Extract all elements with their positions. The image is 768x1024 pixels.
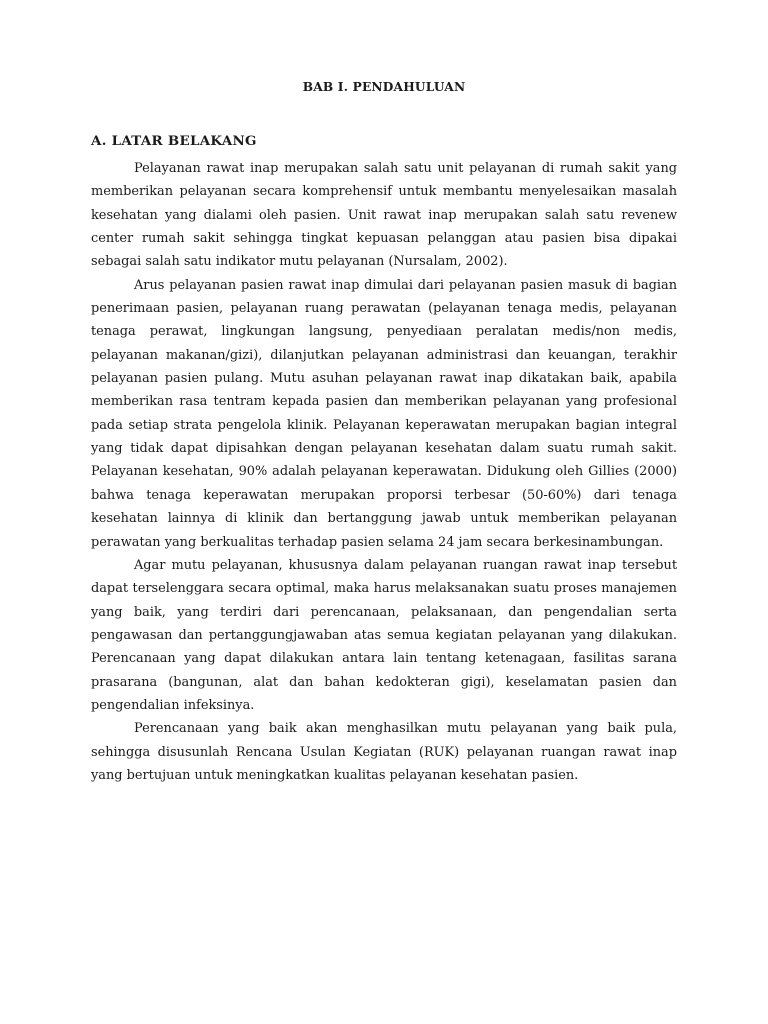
paragraph-3: Agar mutu pelayanan, khususnya dalam pelayanan ruangan rawat inap tersebut dapat terselenggara secara optimal, maka harus melaksanakan suatu proses manajemen yang baik, yang terdiri dari perencanaan, pelaksanaan, dan pengendalian serta pengawasan dan pertanggungjawaban atas semua kegiatan pelayanan yang dilakukan. Perencanaan yang dapat dilakukan antara lain tentang ketenagaan, fasilitas sarana prasarana (bangunan, alat dan bahan kedokteran gigi), keselamatan pasien dan pengendalian infeksinya. — [91, 557, 677, 713]
paragraph-4: Perencanaan yang baik akan menghasilkan mutu pelayanan yang baik pula, sehingga disusunlah Rencana Usulan Kegiatan (RUK) pelayanan ruangan rawat inap yang bertujuan untuk meningkatkan kualitas pelayanan kesehatan pasien. — [91, 721, 677, 783]
section-content — [91, 157, 677, 787]
paragraph-1: Pelayanan rawat inap merupakan salah satu unit pelayanan di rumah sakit yang memberikan pelayanan secara komprehensif untuk membantu menyelesaikan masalah kesehatan yang dialami oleh pasien. Unit rawat inap merupakan salah satu revenew center rumah sakit sehingga tingkat kepuasan pelanggan atau pasien bisa dipakai sebagai salah satu indikator mutu pelayanan (Nursalam, 2002). — [91, 161, 677, 270]
document-body — [91, 77, 677, 783]
paragraph-2: Arus pelayanan pasien rawat inap dimulai dari pelayanan pasien masuk di bagian penerimaan pasien, pelayanan ruang perawatan (pelayanan tenaga medis, pelayanan tenaga perawat, lingkungan langsung, penyediaan peralatan medis/non medis, pelayanan makanan/gizi), dilanjutkan pelayanan administrasi dan keuangan, terakhir pelayanan pasien pulang. Mutu asuhan pelayanan rawat inap dikatakan baik, apabila memberikan rasa tentram kepada pasien dan memberikan pelayanan yang profesional pada setiap strata pengelola klinik. Pelayanan keperawatan merupakan bagian integral yang tidak dapat dipisahkan dengan pelayanan kesehatan dalam suatu rumah sakit. Pelayanan kesehatan, 90% adalah pelayanan keperawatan. Didukung oleh Gillies (2000) bahwa tenaga keperawatan merupakan proporsi terbesar (50-60%) dari tenaga kesehatan lainnya di klinik dan bertanggung jawab untuk memberikan pelayanan perawatan yang berkualitas terhadap pasien selama 24 jam secara berkesinambungan. — [91, 277, 677, 550]
section-heading: A. LATAR BELAKANG — [91, 133, 257, 149]
chapter-title: BAB I. PENDAHULUAN — [302, 80, 466, 94]
